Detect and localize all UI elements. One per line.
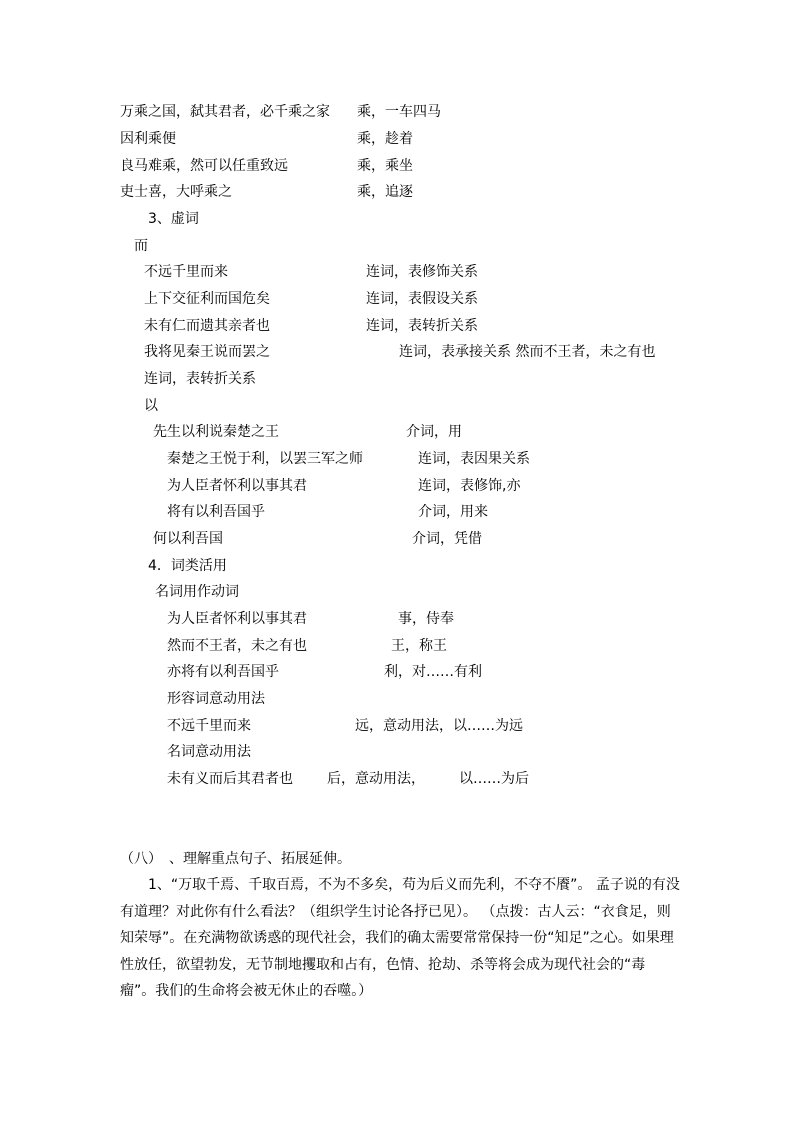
glossary-sentence: 吏士喜，大呼乘之: [120, 184, 232, 200]
er-gloss: 连词，表承接关系 然而不王者，未之有也: [399, 344, 656, 360]
usage-gloss: 事，侍奉: [398, 611, 454, 627]
er-gloss: 连词，表假设关系: [366, 291, 478, 307]
er-gloss: 连词，表修饰关系: [366, 264, 478, 280]
usage-gloss: 后，意动用法，: [327, 771, 425, 787]
usage-sentence: 未有义而后其君者也: [167, 771, 293, 787]
yi-label: 以: [144, 398, 158, 414]
yi-sentence: 为人臣者怀利以事其君: [167, 478, 307, 494]
er-gloss: 连词，表转折关系: [366, 318, 478, 334]
adj-putative-label: 形容词意动用法: [167, 691, 265, 707]
discussion-paragraph: [120, 872, 680, 1005]
usage-gloss: 远，意动用法，以……为远: [355, 718, 523, 734]
section-3-heading: 3、虚词: [148, 211, 199, 227]
yi-sentence: 先生以利说秦楚之王: [153, 424, 279, 440]
er-continuation: 连词，表转折关系: [144, 371, 256, 387]
yi-gloss: 介词，凭借: [412, 531, 482, 547]
usage-sentence: 为人臣者怀利以事其君: [167, 611, 307, 627]
yi-gloss: 连词，表修饰,亦: [418, 478, 521, 494]
glossary-gloss: 乘，趁着: [357, 131, 413, 147]
er-sentence: 不远千里而来: [144, 264, 228, 280]
noun-as-verb-label: 名词用作动词: [155, 584, 239, 600]
er-sentence: 我将见秦王说而罢之: [144, 344, 270, 360]
noun-putative-label: 名词意动用法: [167, 744, 251, 760]
yi-sentence: 秦楚之王悦于利，以罢三军之师: [167, 451, 363, 467]
yi-sentence: 将有以利吾国乎: [167, 504, 265, 520]
usage-gloss: 利，对……有利: [384, 664, 482, 680]
yi-gloss: 介词，用: [406, 424, 462, 440]
er-sentence: 上下交征利而国危矣: [144, 291, 270, 307]
section-4-heading: 4．词类活用: [148, 558, 227, 574]
er-sentence: 未有仁而遗其亲者也: [144, 318, 270, 334]
usage-gloss: 王，称王: [391, 638, 447, 654]
usage-sentence: 不远千里而来: [167, 718, 251, 734]
yi-sentence: 何以利吾国: [153, 531, 223, 547]
usage-gloss: 以……为后: [459, 771, 529, 787]
glossary-sentence: 万乘之国，弑其君者，必千乘之家: [120, 104, 330, 120]
usage-sentence: 亦将有以利吾国乎: [167, 664, 279, 680]
glossary-gloss: 乘，一车四马: [357, 104, 441, 120]
usage-sentence: 然而不王者，未之有也: [167, 638, 307, 654]
section-8-heading: （八） 、理解重点句子、拓展延伸。: [120, 851, 351, 867]
er-label: 而: [134, 238, 148, 254]
discussion-text: 1、“万取千焉、千取百焉，不为不多矣，苟为后义而先利，不夺不餍”。 孟子说的有没有道理？对此你有什么看法？（组织学生讨论各抒已见）。 （点拨：古人云：“衣食足，则知荣辱”。在充满物欲诱惑的现代社会，我们的确太需要常常保持一份“知足”之心。如果理性放任，欲望勃发，无节制地攫取和占有，色情、抢劫、杀等将会成为现代社会的“毒瘤”。我们的生命将会被无休止的吞噬。）: [120, 877, 680, 999]
glossary-sentence: 因利乘便: [120, 131, 176, 147]
glossary-gloss: 乘，乘坐: [357, 158, 413, 174]
yi-gloss: 连词，表因果关系: [418, 451, 530, 467]
yi-gloss: 介词，用来: [418, 504, 488, 520]
glossary-gloss: 乘，追逐: [357, 184, 413, 200]
glossary-sentence: 良马难乘，然可以任重致远: [120, 158, 288, 174]
